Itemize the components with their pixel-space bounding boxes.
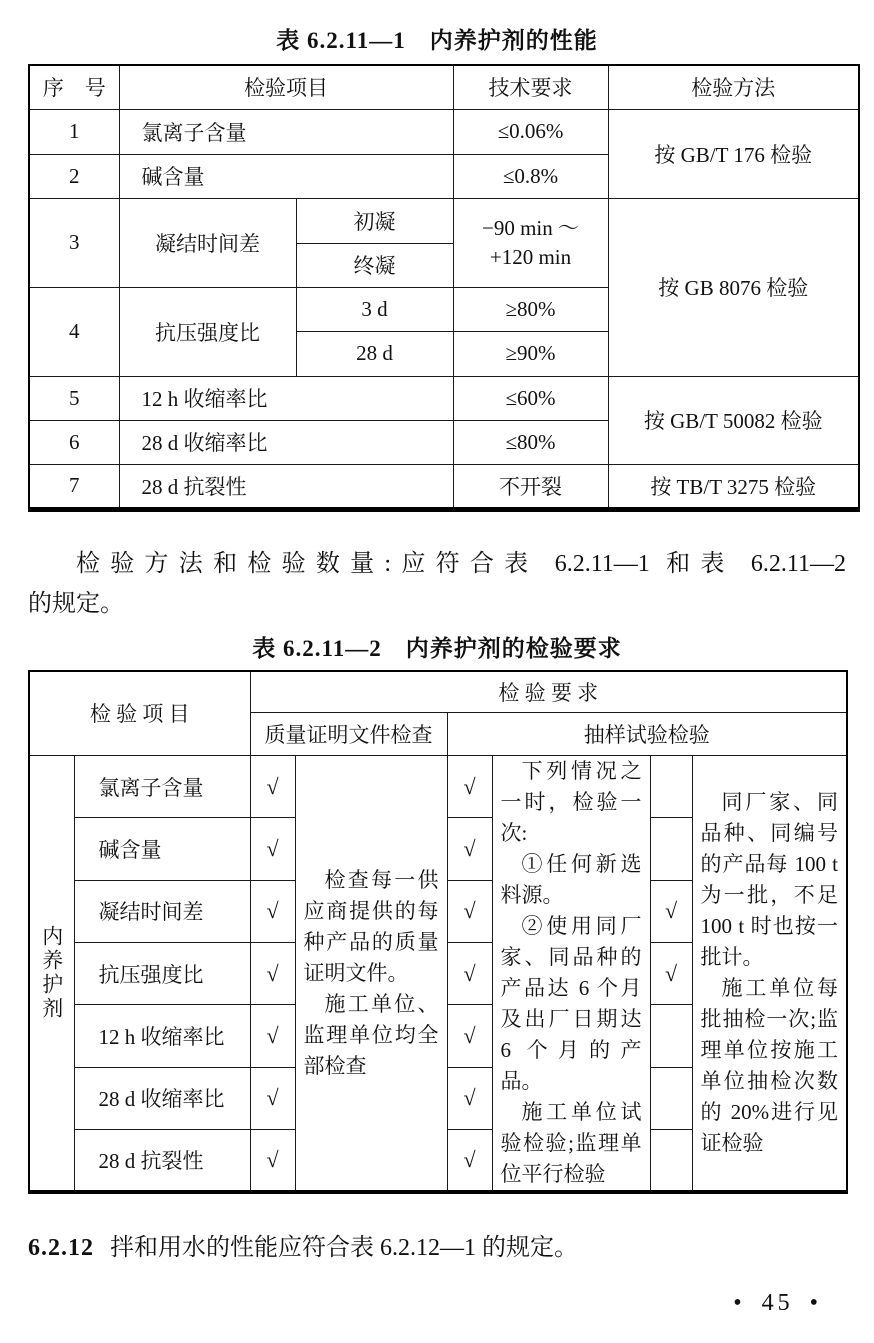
t1-r2-item: 碱含量 — [119, 154, 453, 198]
clause-text: 拌和用水的性能应符合表 6.2.12—1 的规定。 — [110, 1235, 578, 1261]
t1-r3-item: 凝结时间差 — [119, 198, 296, 287]
t1-method-r1-r2: 按 GB/T 176 检验 — [608, 109, 859, 198]
t2-r1-sampling-check: √ — [447, 756, 492, 818]
t2-sampling-note-para2: ①任何新选料源。 — [500, 852, 642, 907]
t1-r2-req: ≤0.8% — [453, 154, 608, 198]
t2-cert-note-para1: 检查每一供应商提供的每种产品的质量证明文件。 — [303, 867, 439, 985]
t2-r3-gb-check: √ — [650, 880, 692, 942]
t2-r5-sampling-check: √ — [447, 1005, 492, 1067]
t1-row-1 — [29, 109, 859, 154]
t2-cert-note-para2: 施工单位、监理单位均全部检查 — [303, 991, 439, 1078]
t2-cert-note — [295, 756, 447, 1193]
t1-header-requirement: 技术要求 — [453, 65, 608, 109]
t1-r4-sub1: 3 d — [296, 287, 453, 331]
t1-r4-req2: ≥90% — [453, 331, 608, 376]
t1-row-5 — [29, 376, 859, 420]
t1-r3-sub1: 初凝 — [296, 198, 453, 243]
t2-r6-cert-check: √ — [250, 1067, 295, 1129]
t2-r6-sampling-check: √ — [447, 1067, 492, 1129]
t2-r2-item: 碱含量 — [74, 818, 250, 880]
t2-r1-item: 氯离子含量 — [74, 756, 250, 818]
t2-r7-gb-check — [650, 1130, 692, 1192]
t1-r3-req-line2: +120 min — [489, 244, 572, 269]
t1-r1-no: 1 — [29, 109, 119, 154]
clause-6-2-12 — [28, 1232, 858, 1264]
t2-r4-cert-check: √ — [250, 943, 295, 1005]
t2-row-1 — [29, 756, 847, 818]
t1-header-row — [29, 65, 859, 109]
t1-r6-item: 28 d 收缩率比 — [119, 420, 453, 464]
t2-r4-item: 抗压强度比 — [74, 943, 250, 1005]
table1-title: 表 6.2.11—1 内养护剂的性能 — [276, 28, 598, 53]
t1-r5-no: 5 — [29, 376, 119, 420]
t2-r4-gb-check: √ — [650, 943, 692, 1005]
t1-r7-req: 不开裂 — [453, 464, 608, 509]
t2-batch-note-para2: 施工单位每批抽检一次;监理单位按施工单位抽检次数的 20%进行见证检验 — [700, 976, 838, 1155]
t2-header-sampling: 抽样试验检验 — [447, 713, 847, 756]
t2-r7-item: 28 d 抗裂性 — [74, 1130, 250, 1192]
table2-title: 表 6.2.11—2 内养护剂的检验要求 — [252, 635, 622, 661]
t2-category-cell — [29, 756, 74, 1193]
t2-header-item: 检 验 项 目 — [29, 671, 250, 756]
t1-r6-req: ≤80% — [453, 420, 608, 464]
t1-header-method: 检验方法 — [608, 65, 859, 109]
t1-r3-sub2: 终凝 — [296, 243, 453, 287]
t2-r4-sampling-check: √ — [447, 943, 492, 1005]
t2-sampling-note-para3: ②使用同厂家、同品种的产品达 6 个月及出厂日期达 6 个月的产品。 — [500, 914, 642, 1093]
t2-r1-cert-check: √ — [250, 756, 295, 818]
t2-r2-sampling-check: √ — [447, 818, 492, 880]
t2-category-label: 内养护剂 — [39, 925, 64, 1021]
t2-r5-gb-check — [650, 1005, 692, 1067]
t1-r6-no: 6 — [29, 420, 119, 464]
t2-r2-cert-check: √ — [250, 818, 295, 880]
t2-r7-cert-check: √ — [250, 1130, 295, 1192]
t2-r3-sampling-check: √ — [447, 880, 492, 942]
t2-r6-gb-check — [650, 1067, 692, 1129]
t2-r5-item: 12 h 收缩率比 — [74, 1005, 250, 1067]
t2-header-requirement: 检 验 要 求 — [250, 671, 847, 713]
t2-r7-sampling-check: √ — [447, 1130, 492, 1192]
t2-sampling-note-para1: 下列情况之一时，检验一次: — [500, 759, 642, 845]
t2-r1-gb-check — [650, 756, 692, 818]
t1-row-7 — [29, 464, 859, 509]
t1-method-r3-r4: 按 GB 8076 检验 — [608, 198, 859, 376]
t1-method-r5-r6: 按 GB/T 50082 检验 — [608, 376, 859, 464]
t1-r5-item: 12 h 收缩率比 — [119, 376, 453, 420]
table-6-2-11-1 — [28, 64, 860, 512]
t1-header-no: 序 号 — [29, 65, 119, 109]
t1-r4-sub2: 28 d — [296, 331, 453, 376]
body-paragraph — [28, 544, 846, 624]
t1-r7-no: 7 — [29, 464, 119, 509]
t2-sampling-note — [492, 756, 650, 1193]
page-number: • 45 • — [733, 1290, 822, 1316]
t1-r5-req: ≤60% — [453, 376, 608, 420]
t1-r3-req — [453, 198, 608, 287]
t1-header-item: 检验项目 — [119, 65, 453, 109]
t1-r1-item: 氯离子含量 — [119, 109, 453, 154]
t1-r7-item: 28 d 抗裂性 — [119, 464, 453, 509]
t1-r4-req1: ≥80% — [453, 287, 608, 331]
clause-number: 6.2.12 — [28, 1235, 94, 1261]
t2-sampling-note-para4: 施工单位试验检验;监理单位平行检验 — [500, 1100, 642, 1186]
t2-batch-note-para1: 同厂家、同品种、同编号的产品每 100 t 为一批，不足 100 t 时也按一批计。 — [700, 790, 838, 969]
t2-header-cert: 质量证明文件检查 — [250, 713, 447, 756]
t1-r4-item: 抗压强度比 — [119, 287, 296, 376]
t1-r7-method: 按 TB/T 3275 检验 — [608, 464, 859, 509]
t1-r3-req-line1: −90 min ～ — [481, 215, 579, 240]
table-6-2-11-2 — [28, 670, 848, 1195]
t1-r3-no: 3 — [29, 198, 119, 287]
t1-row-3a — [29, 198, 859, 243]
t2-r3-item: 凝结时间差 — [74, 880, 250, 942]
t1-r4-no: 4 — [29, 287, 119, 376]
body-paragraph-line2: 的规定。 — [28, 590, 124, 617]
t2-header-row-1 — [29, 671, 847, 713]
t2-r5-cert-check: √ — [250, 1005, 295, 1067]
t2-r3-cert-check: √ — [250, 880, 295, 942]
body-paragraph-line1: 检验方法和检验数量:应符合表 6.2.11—1 和表 6.2.11—2 — [76, 550, 846, 577]
t1-r2-no: 2 — [29, 154, 119, 198]
t2-batch-note — [692, 756, 847, 1193]
t2-r6-item: 28 d 收缩率比 — [74, 1067, 250, 1129]
t1-r1-req: ≤0.06% — [453, 109, 608, 154]
t2-r2-gb-check — [650, 818, 692, 880]
